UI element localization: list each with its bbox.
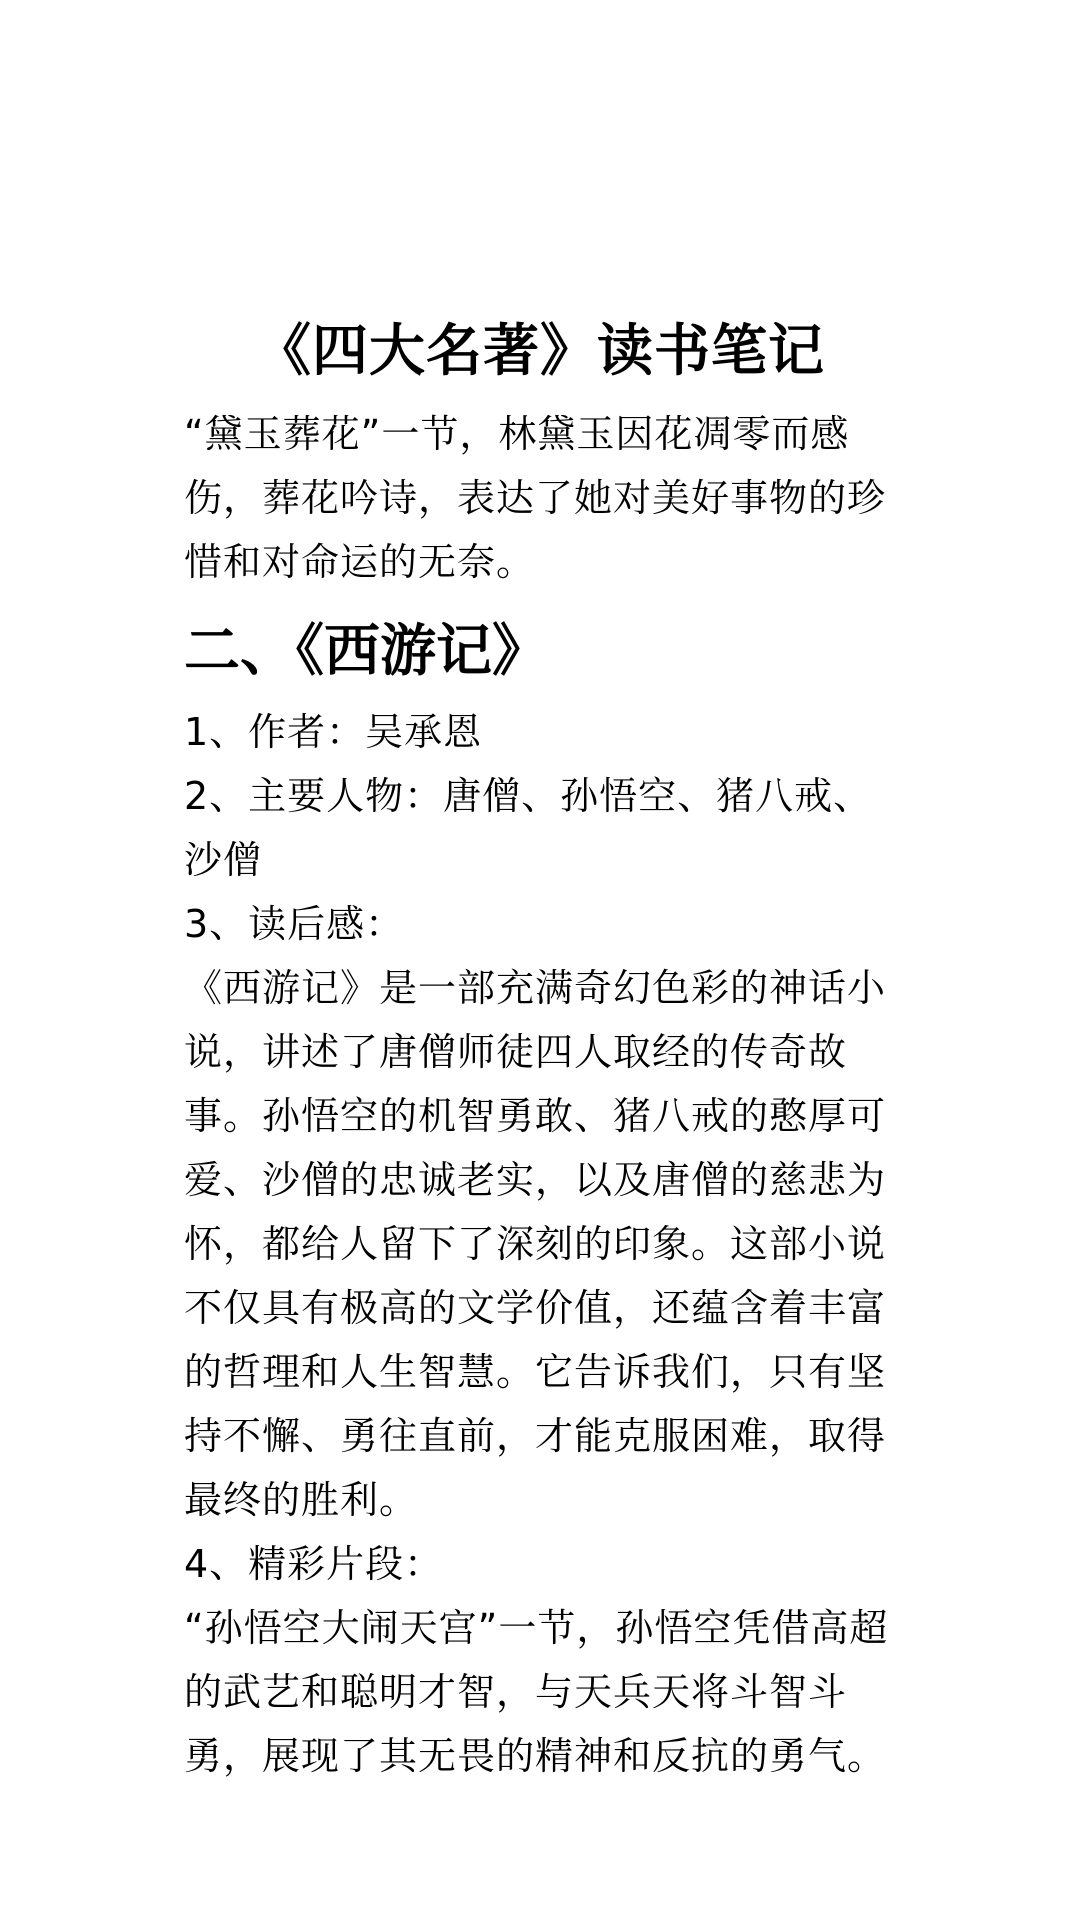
- characters-line: 2、主要人物：唐僧、孙悟空、猪八戒、沙僧: [184, 774, 873, 882]
- section-heading: 二、《西游记》: [184, 619, 548, 684]
- excerpt-label: 4、精彩片段：: [184, 1542, 444, 1586]
- document-body: [184, 402, 904, 1788]
- author-line: 1、作者：吴承恩: [184, 710, 483, 754]
- intro-paragraph: “黛玉葬花”一节，林黛玉因花凋零而感伤，葬花吟诗，表达了她对美好事物的珍惜和对命运的无奈。: [184, 412, 887, 584]
- impressions-paragraph: 《西游记》是一部充满奇幻色彩的神话小说，讲述了唐僧师徒四人取经的传奇故事。孙悟空的机智勇敢、猪八戒的憨厚可爱、沙僧的忠诚老实，以及唐僧的慈悲为怀，都给人留下了深刻的印象。这部小说不仅具有极高的文学价值，还蕴含着丰富的哲理和人生智慧。它告诉我们，只有坚持不懈、勇往直前，才能克服困难，取得最终的胜利。: [184, 966, 887, 1522]
- impressions-label: 3、读后感：: [184, 902, 405, 946]
- excerpt-paragraph: “孙悟空大闹天宫”一节，孙悟空凭借高超的武艺和聪明才智，与天兵天将斗智斗勇，展现了其无畏的精神和反抗的勇气。: [184, 1606, 889, 1778]
- page-title: 《四大名著》读书笔记: [255, 319, 825, 384]
